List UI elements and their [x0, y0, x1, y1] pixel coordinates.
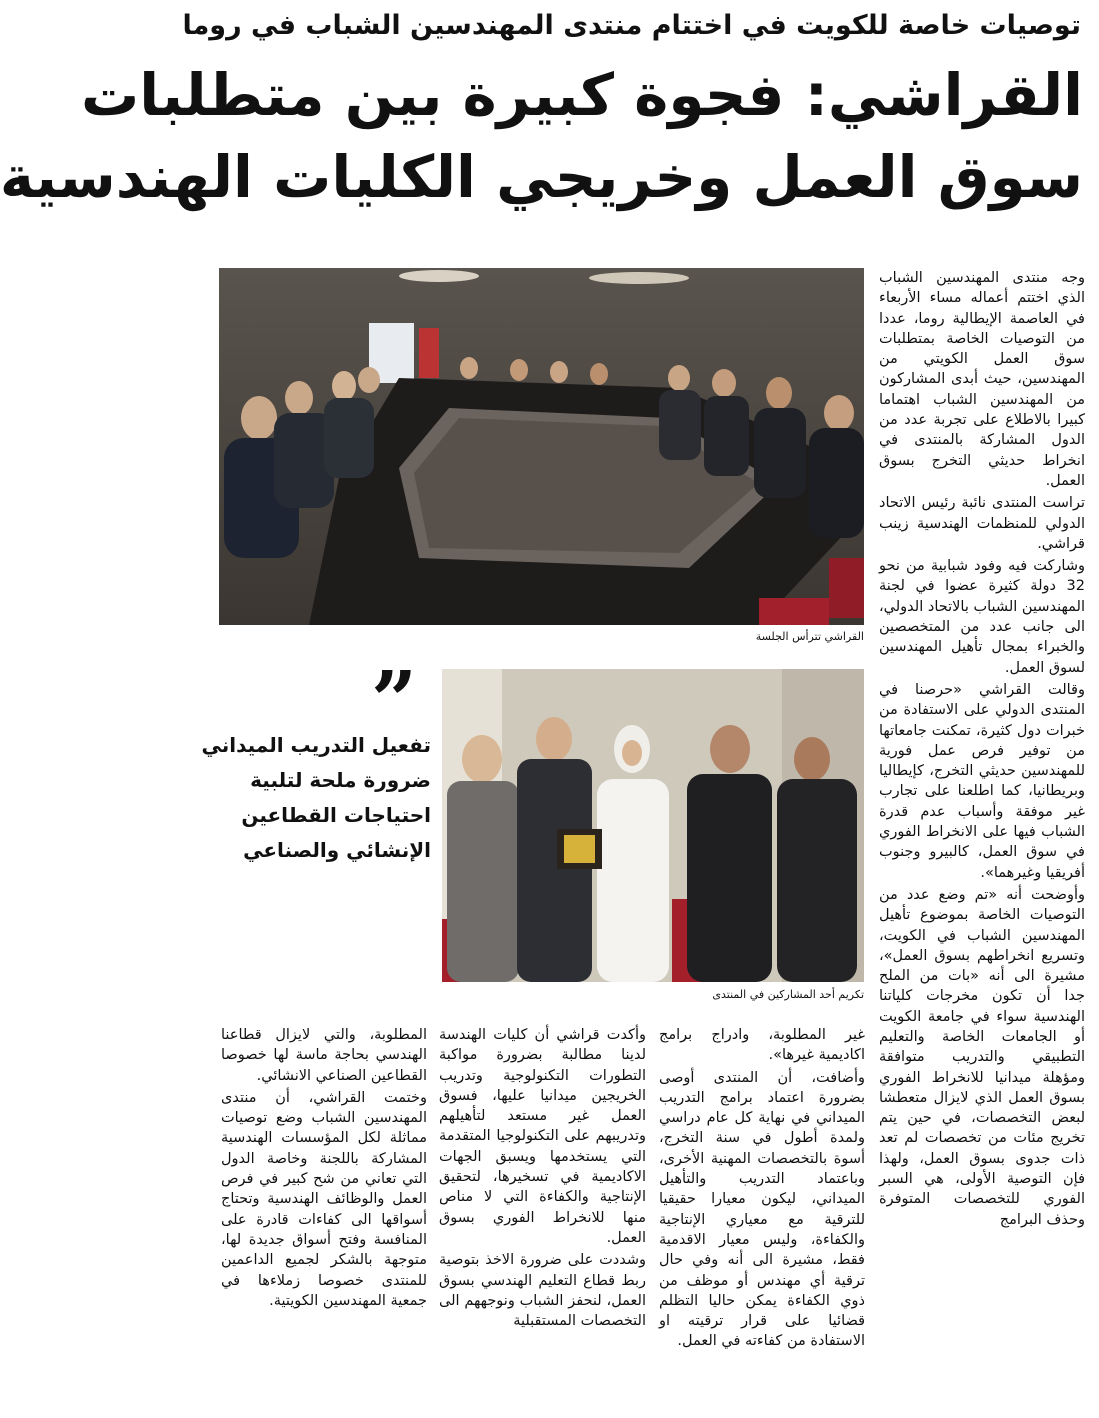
- paragraph: وجه منتدى المهندسين الشباب الذي اختتم أعماله مساء الأربعاء في العاصمة الإيطالية روما، عددا من التوصيات الخاصة بمتطلبات سوق العمل الكويتي من المهندسين، حيث أبدى المشاركون من المهندسين الشباب اهتماما كبيرا بالاطلاع على تجربة عدد من الدول المشاركة بالمنتدى في انخراط حديثي التخرج بسوق العمل.: [879, 270, 1085, 489]
- column-mid-right: [659, 1025, 865, 1418]
- top-photo-caption: القراشي تترأس الجلسة: [755, 630, 864, 643]
- paragraph: وقالت القراشي «حرصنا في المنتدى الدولي على الاستفادة من خبرات دول كثيرة، تمكنت جامعاتها من توفير فرص عمل فورية للمهندسين حديثي التخرج، كإيطاليا وبريطانيا، كما اطلعنا على تجارب غير موفقة وأسباب عدم قدرة الشباب فيها على الانخراط الفوري في سوق العمل، كالبيرو وجنوب أفريقيا وغيرهما».: [879, 681, 1085, 881]
- paragraph: وأكدت قراشي أن كليات الهندسة لدينا مطالبة بضرورة مواكبة التطورات التكنولوجية وتدريب الخريجين ميدانيا عليها، فسوق العمل غير مستعد لتأهيلهم وتدريبهم على التكنولوجيا المتقدمة التي يستخدمها ويسبق الجهات الاكاديمية في تسخيرها، لتحقيق الإنتاجية والكفاءة التي لا مناص منها للانخراط الفوري بسوق العمل.: [439, 1027, 646, 1246]
- paragraph: وشددت على ضرورة الاخذ بتوصية ربط قطاع التعليم الهندسي بسوق العمل، لنحفز الشباب ونوجههم الى التخصصات المستقبلية: [439, 1252, 646, 1330]
- column-right: [879, 268, 1085, 1418]
- ceremony-photo: [442, 669, 864, 982]
- pull-quote-line: تفعيل التدريب الميداني: [201, 733, 431, 757]
- quote-mark-icon: ”: [370, 653, 417, 747]
- pull-quote-line: احتياجات القطاعين: [241, 803, 431, 827]
- pull-quote: [201, 728, 431, 888]
- meeting-scene-graphic: [219, 268, 864, 625]
- paragraph: وأوضحت أنه «تم وضع عدد من التوصيات الخاصة بموضوع تأهيل المهندسين الشباب في الكويت، وتسريع انخراطهم بسوق العمل»، مشيرة الى أنه «بات من الملح جدا أن تكون مخرجات كلياتنا الهندسية سواء في جامعة الكويت أو الجامعات الخاصة والتعليم التطبيقي والتدريب متوافقة ومؤهلة ميدانيا للانخراط الفوري بسوق العمل الذي لايزال متعطشا لبعض التخصصات، في حين يتم تخريج مئات من تخصصات لم تعد ذات جدوى بسوق العمل، ولهذا فإن التوصية الأولى، هي السبر الفوري للتخصصات المتوفرة وحذف البرامج: [879, 886, 1085, 1228]
- headline-line-1: القراشي: فجوة كبيرة بين متطلبات: [81, 61, 1083, 129]
- pull-quote-line: الإنشائي والصناعي: [243, 838, 431, 862]
- column-mid-left: [439, 1025, 646, 1418]
- pull-quote-line: ضرورة ملحة لتلبية: [250, 768, 431, 792]
- meeting-photo: [219, 268, 864, 625]
- column-left: [221, 1025, 427, 1418]
- paragraph: غير المطلوبة، وادراج برامج اكاديمية غيرها».: [659, 1027, 865, 1064]
- paragraph: تراست المنتدى نائبة رئيس الاتحاد الدولي للمنظمات الهندسية زينب قراشي.: [879, 495, 1085, 552]
- paragraph: وأضافت، أن المنتدى أوصى بضرورة اعتماد برامج التدريب الميداني في نهاية كل عام دراسي ولمدة أطول في سنة التخرج، أسوة بالتخصصات المهنية الأخرى، وباعتماد التدريب والتأهيل الميداني، ليكون معيارا حقيقيا للترقية مع معياري الإنتاجية والكفاءة، وليس معيار الاقدمية فقط، مشيرة الى أنه وفي حال ترقية أي مهندس أو موظف من ذوي الكفاءة يمكن حاليا التظلم قضائيا على قرار ترقيته او الاستفادة من كفاءته في العمل.: [659, 1069, 865, 1350]
- article-headline: [0, 54, 1083, 232]
- headline-line-2: سوق العمل وخريجي الكليات الهندسية: [0, 143, 1083, 211]
- ceremony-scene-graphic: [442, 669, 864, 982]
- paragraph: وختمت القراشي، أن منتدى المهندسين الشباب وضع توصيات مماثلة لكل المؤسسات الهندسية المشاركة باللجنة وخاصة الدول التي تعاني من شح كبير في فرص العمل والوظائف الهندسية وتحتاج أسواقها الى كفاءات قادرة على المنافسة وفتح أسواق جديدة لها، متوجهة بالشكر لجميع الداعمين للمنتدى خصوصا زملاءها في جمعية المهندسين الكويتية.: [221, 1089, 427, 1309]
- bottom-photo-caption: تكريم أحد المشاركين في المنتدى: [712, 988, 864, 1001]
- article-kicker: توصيات خاصة للكويت في اختتام منتدى المهندسين الشباب في روما: [182, 10, 1081, 41]
- paragraph: وشاركت فيه وفود شبابية من نحو 32 دولة كثيرة عضوا في لجنة المهندسين الشباب بالاتحاد الدولي، الى جانب عدد من المتخصصين والخبراء بمجال تأهيل المهندسين لسوق العمل.: [879, 558, 1085, 676]
- paragraph: المطلوبة، والتي لايزال قطاعنا الهندسي بحاجة ماسة لها خصوصا القطاعين الصناعي الانشائي.: [221, 1027, 427, 1084]
